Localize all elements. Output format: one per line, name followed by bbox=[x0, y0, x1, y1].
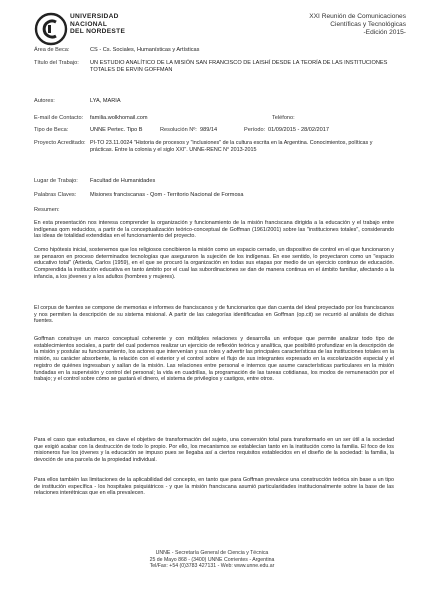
period-label: Período: bbox=[244, 127, 266, 133]
abstract-paragraph-4: Goffman construye un marco conceptual coherente y con múltiples relaciones y desarrolla un enfoque que permite analizar todo tipo de establecimientos sociales, a partir del cual podemos realizar un ejercicio de reflexión teórica y analítica, que posibilitó profundizar en la descripción de la misión y postular su funcionamiento, los actores que intervenían y sus roles y advertir las principales características de las instituciones totales en la misión, su carácter absorbente, la relación con el exterior y el control sobre el flujo de sus integrantes expresado en la escolarización especial y el registro de quiénes ingresaban y salían de la misión. Las relaciones entre personal e internos que asume características particulares en la misión fundadas en la supervisión y control del personal; la vida en cuadrillas, la programación de las tareas cotidianas, los modos de remuneración por el trabajo; y el control sobre cómo se gastará el dinero, el sistema de privilegios y castigos, entre otros. bbox=[34, 336, 394, 383]
title-value: UN ESTUDIO ANALÍTICO DE LA MISIÓN SAN FRANCISCO DE LAISHÍ DESDE LA TEORÍA DE LAS INSTITUCIONES TOTALES DE ERVIN GOFFMAN bbox=[90, 60, 388, 74]
university-name bbox=[70, 13, 125, 36]
abstract-heading: Resumen: bbox=[34, 207, 60, 213]
place-value: Facultad de Humanidades bbox=[90, 178, 156, 184]
footer bbox=[0, 550, 424, 570]
abstract-paragraph-6: Para ellos también las limitaciones de la aplicabilidad del concepto, en tanto que para Goffman prevalece una construcción teórica sin base a un tipo de institución específica - los hospitales psiquiátricos - y que la misión franciscana asumió particularidades institucionalmente sobre la base de las relaciones interétnicas que en ella prevalecen. bbox=[34, 477, 394, 497]
project-value: PI-TO 23.11.0024 "Historia de procesos y "inclusiones" de la cultura escrita en la Argentina. Conocimientos, políticas y prácticas. Entre la colonia y el siglo XXI". UNNE-RENC N° 2013-2015 bbox=[90, 140, 373, 153]
university-logo-icon bbox=[34, 12, 68, 46]
place-label: Lugar de Trabajo: bbox=[34, 178, 78, 184]
authors-label: Autores: bbox=[34, 98, 55, 104]
event-line-1: XXI Reunión de Comunicaciones bbox=[309, 13, 406, 20]
title-label: Título del Trabajo: bbox=[34, 60, 79, 66]
beca-type-value: UNNE Pertec. Tipo B bbox=[90, 127, 143, 133]
keywords-label: Palabras Claves: bbox=[34, 192, 77, 198]
footer-line-3: Tel/Fax: +54 (0)3783 427131 - Web: www.unne.edu.ar bbox=[149, 563, 275, 570]
authors-value: LYA, MARIA bbox=[90, 98, 121, 104]
email-value: familia.wolkhomail.com bbox=[90, 115, 148, 121]
phone-label: Teléfono: bbox=[272, 115, 295, 121]
footer-line-1: UNNE - Secretaría General de Ciencia y Técnica bbox=[155, 550, 269, 556]
footer-line-2: 25 de Mayo 868 - (3400) UNNE Corrientes - Argentina bbox=[149, 556, 275, 563]
abstract-paragraph-5: Para el caso que estudiamos, es clave el objetivo de transformación del sujeto, una conversión total para transformarlo en un ser útil a la sociedad que exigió acabar con la destrucción de todo lo propio. Por ello, los mecanismos se establecían tanto en la institución como la familia. El foco de los misioneros fue los jóvenes y la educación se impuso pues se llegaba así a ciertos requisitos establecidos en el diseño de la sociedad: la familia, la devoción de una parcela de la propiedad individual. bbox=[34, 437, 394, 464]
abstract-paragraph-3: El corpus de fuentes se compone de memorias e informes de franciscanos y de funcionarios que dan cuenta del ideal proyectado por los franciscanos y nos permiten la descripción de su sistema misional. A partir de las categorías identificadas en Goffman (op.cit) se recurrió al análisis de dichas fuentes. bbox=[34, 305, 394, 325]
email-label: E-mail de Contacto: bbox=[34, 115, 84, 121]
university-line-3: DEL NORDESTE bbox=[70, 28, 126, 36]
area-label: Área de Beca: bbox=[34, 47, 70, 53]
resolution-label: Resolución Nº: bbox=[160, 127, 197, 133]
abstract-paragraph-2: Como hipótesis inicial, sostenemos que los religiosos concibieron la misión como un espacio cerrado, un dispositivo de control en el que funcionaron y se pensaron en proceso determinados tecnologías que aseguraron la sujeción de los indígenas. En ese sentido, lo proyectaron como un "espacio educativo total" (Artieda, Carlos (1959), en el que se procuró la organización en todas sus etapas por medio de un ejercicio continuo de educación. Comprendida la institución educativa en tanto ámbito por el cual las subordinaciones se dan de manera continua en el ámbito familiar, afectando a la infancia, a los jóvenes y a los adultos (hombres y mujeres). bbox=[34, 247, 394, 280]
university-line-1: UNIVERSIDAD bbox=[70, 13, 119, 20]
abstract-paragraph-1: En esta presentación nos interesa comprender la organización y funcionamiento de la misión franciscana dirigida a la educación y el trabajo entre indígenas qom reducidos, a partir de la conceptualización teórico-conceptual de Goffman (1961/2001) sobre las "instituciones totales", considerando las ideas de totalidad extendidas en el funcionamiento del proyecto. bbox=[34, 220, 394, 240]
event-line-3: -Edición 2015- bbox=[363, 29, 406, 36]
resolution-value: 989/14 bbox=[200, 127, 218, 133]
university-line-2: NACIONAL bbox=[70, 20, 108, 28]
keywords-value: Misiones franciscanas - Qom - Territorio Nacional de Formosa bbox=[90, 192, 244, 198]
period-value: 01/09/2015 - 28/02/2017 bbox=[268, 127, 329, 133]
event-line-2: Científicas y Tecnológicas bbox=[330, 21, 406, 28]
beca-type-label: Tipo de Beca: bbox=[34, 127, 69, 133]
area-value: CS - Cs. Sociales, Humanísticas y Artísticas bbox=[90, 47, 200, 53]
event-title bbox=[309, 13, 406, 37]
project-label: Proyecto Acreditado: bbox=[34, 140, 86, 146]
